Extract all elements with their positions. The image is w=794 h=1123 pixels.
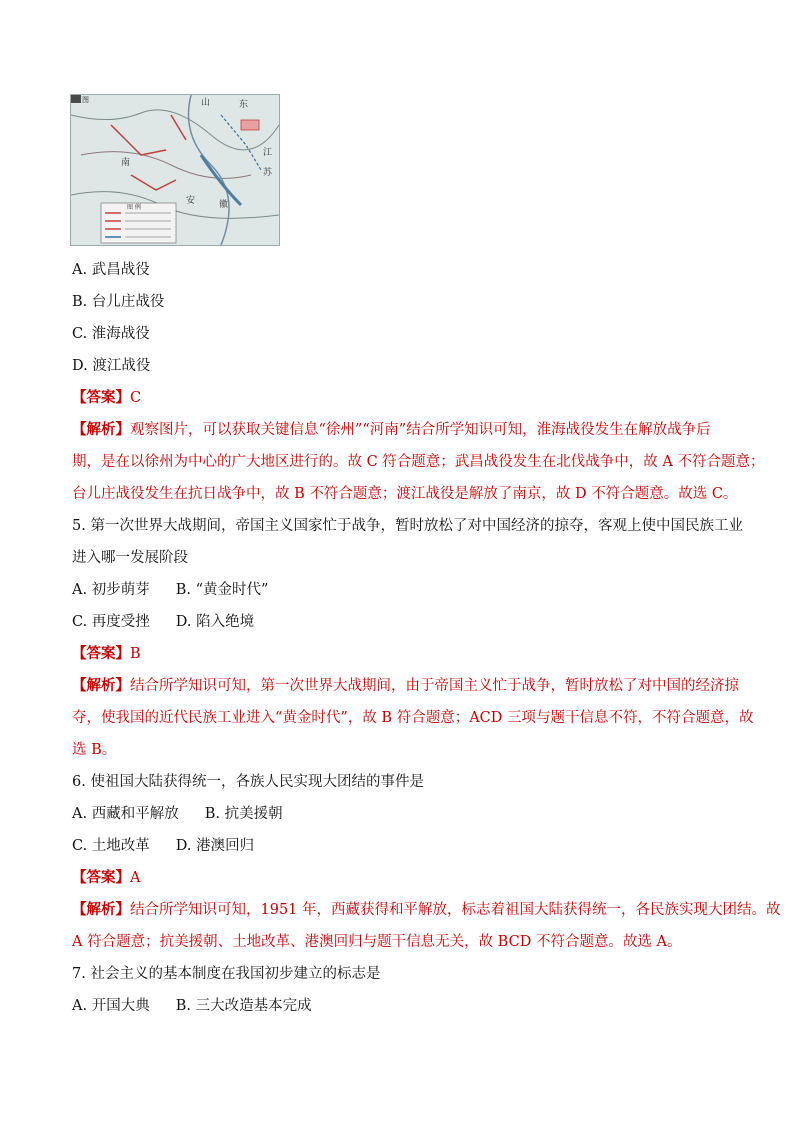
analysis-text: 结合所学知识可知，1951 年，西藏获得和平解放，标志着祖国大陆获得统一，各民族实现大团结。故: [130, 902, 781, 918]
q5-analysis-line: 选 B。: [72, 742, 117, 758]
q7-stem-line: 7. 社会主义的基本制度在我国初步建立的标志是: [72, 966, 381, 982]
map-place-label: 苏: [263, 168, 273, 178]
map-place-label: 山: [201, 98, 211, 108]
map-corner-label: 图: [82, 96, 89, 104]
answer-tag: 【答案】: [72, 869, 130, 886]
q4-option-b: B. 台儿庄战役: [72, 294, 165, 310]
q5-stem-line: 进入哪一发展阶段: [72, 550, 188, 566]
analysis-text: 结合所学知识可知，第一次世界大战期间，由于帝国主义忙于战争，暂时放松了对中国的经济掠: [130, 678, 739, 694]
answer-tag: 【答案】: [72, 389, 130, 406]
map-place-label: 徽: [219, 200, 229, 210]
q5-analysis-line: [72, 677, 739, 695]
q6-stem-line: 6. 使祖国大陆获得统一，各族人民实现大团结的事件是: [72, 774, 424, 790]
analysis-text: 观察图片，可以获取关键信息“徐州”“河南”结合所学知识可知，淮海战役发生在解放战争后: [130, 422, 711, 438]
answer-value: A: [130, 870, 141, 886]
map-place-label: 东: [239, 100, 249, 110]
analysis-tag: 【解析】: [72, 677, 130, 694]
q7-option-a: A. 开国大典: [72, 998, 150, 1014]
q7-options-row: [72, 997, 312, 1015]
q5-option-b: B. “黄金时代”: [175, 582, 269, 598]
battle-map-image: [70, 94, 280, 246]
q6-option-a: A. 西藏和平解放: [72, 806, 179, 822]
q4-analysis-line: 期，是在以徐州为中心的广大地区进行的。故 C 符合题意；武昌战役发生在北伐战争中，故 A 不符合题意；: [72, 454, 765, 470]
answer-tag: 【答案】: [72, 645, 130, 662]
q4-answer: [72, 389, 141, 407]
q4-option-c: C. 淮海战役: [72, 326, 150, 342]
q5-options-row: [72, 581, 268, 599]
answer-value: C: [130, 390, 142, 406]
q6-option-b: B. 抗美援朝: [204, 806, 283, 822]
q4-option-a: A. 武昌战役: [72, 262, 150, 278]
q6-options-row: [72, 837, 254, 855]
q5-answer: [72, 645, 141, 663]
q6-analysis-line: [72, 901, 781, 919]
q4-analysis-line: 台儿庄战役发生在抗日战争中，故 B 不符合题意；渡江战役是解放了南京，故 D 不符合题意。故选 C。: [72, 486, 738, 502]
q5-option-d: D. 陷入绝境: [175, 614, 255, 630]
analysis-tag: 【解析】: [72, 421, 130, 438]
map-place-label: 南: [121, 158, 131, 168]
q6-analysis-line: A 符合题意；抗美援朝、土地改革、港澳回归与题干信息无关，故 BCD 不符合题意。故选 A。: [72, 934, 682, 950]
q6-option-d: D. 港澳回归: [175, 838, 255, 854]
q5-stem-line: 5. 第一次世界大战期间，帝国主义国家忙于战争，暂时放松了对中国经济的掠夺，客观上使中国民族工业: [72, 518, 743, 534]
analysis-tag: 【解析】: [72, 901, 130, 918]
map-place-label: 安: [186, 196, 196, 206]
q4-analysis-line: [72, 421, 711, 439]
q5-options-row: [72, 613, 254, 631]
q5-option-c: C. 再度受挫: [72, 614, 150, 630]
q6-option-c: C. 土地改革: [72, 838, 150, 854]
answer-value: B: [130, 646, 141, 662]
q7-option-b: B. 三大改造基本完成: [175, 998, 312, 1014]
map-place-label: 江: [263, 148, 273, 158]
q6-answer: [72, 869, 140, 887]
q5-analysis-line: 夺，使我国的近代民族工业进入“黄金时代”，故 B 符合题意；ACD 三项与题干信息不符，不符合题意，故: [72, 710, 754, 726]
q5-option-a: A. 初步萌芽: [72, 582, 150, 598]
map-legend-title: 图 例: [127, 204, 141, 211]
q6-options-row: [72, 805, 283, 823]
q4-option-d: D. 渡江战役: [72, 358, 151, 374]
